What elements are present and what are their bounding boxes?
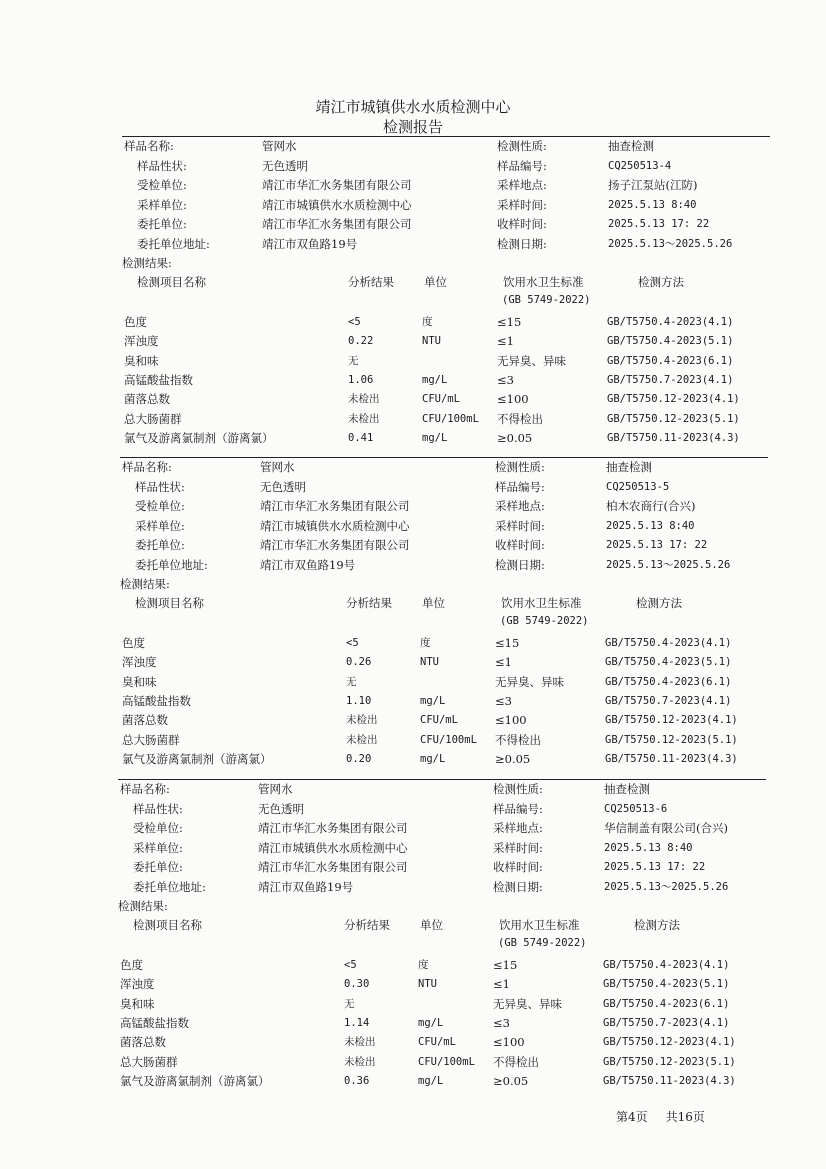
field-value-client-address: 靖江市双鱼路19号 [262,236,358,251]
field-value-sampling-site: 扬子江泵站(江防) [608,178,698,192]
field-label-receive-time: 收样时间: [497,217,547,231]
field-label-test-nature: 检测性质: [495,460,545,474]
field-value-inspected-unit: 靖江市华汇水务集团有限公司 [258,821,408,835]
field-value-sampling-time: 2025.5.13 8:40 [604,841,693,854]
field-value-sample-no: CQ250513-6 [604,802,668,815]
cell-standard: ≥0.05 [493,1073,529,1088]
field-label-receive-time: 收样时间: [493,860,543,874]
cell-standard: 不得检出 [497,411,543,426]
field-label-sampling-site: 采样地点: [495,499,545,513]
cell-result: 未检出 [348,393,380,406]
field-label-sample-property: 样品性状: [133,801,183,816]
field-label-client-address: 委托单位地址: [137,236,210,251]
cell-method: GB/T5750.12-2023(5.1) [605,733,738,746]
col-header-standard: 饮用水卫生标准 [503,275,584,289]
cell-unit: CFU/100mL [418,1055,475,1068]
cell-item: 高锰酸盐指数 [124,372,193,387]
field-value-sample-property: 无色透明 [258,801,304,816]
cell-unit: NTU [420,656,439,669]
cell-method: GB/T5750.4-2023(6.1) [603,997,730,1010]
cell-result: 1.10 [346,694,372,707]
cell-standard: ≥0.05 [497,430,533,445]
section-divider [122,136,770,137]
cell-method: GB/T5750.4-2023(5.1) [603,978,730,991]
cell-method: GB/T5750.11-2023(4.3) [607,431,740,444]
col-header-result: 分析结果 [348,275,394,289]
cell-method: GB/T5750.4-2023(4.1) [603,959,730,971]
cell-method: GB/T5750.12-2023(4.1) [607,393,740,406]
field-label-sample-name: 样品名称: [122,460,172,474]
cell-standard: ≤15 [493,958,518,972]
results-heading: 检测结果: [122,256,172,270]
cell-method: GB/T5750.4-2023(5.1) [607,335,734,348]
col-header-result: 分析结果 [344,918,390,932]
org-title: 靖江市城镇供水水质检测中心 [315,98,511,116]
field-label-sampling-time: 采样时间: [493,840,543,855]
field-value-sample-no: CQ250513-4 [608,159,672,172]
cell-result: 未检出 [344,1055,376,1068]
field-value-sampling-time: 2025.5.13 8:40 [606,519,695,532]
cell-method: GB/T5750.7-2023(4.1) [603,1016,730,1029]
cell-standard: ≤100 [495,713,527,728]
field-label-test-nature: 检测性质: [493,782,543,796]
field-value-receive-time: 2025.5.13 17: 22 [606,539,708,551]
field-label-sample-name: 样品名称: [124,139,174,153]
cell-standard: ≤15 [497,315,522,329]
field-label-receive-time: 收样时间: [495,538,545,552]
col-header-standard: 饮用水卫生标准 [501,596,582,610]
field-label-sampling-time: 采样时间: [495,518,545,533]
cell-item: 臭和味 [120,996,155,1011]
field-value-test-date: 2025.5.13～2025.5.26 [604,880,729,893]
field-value-test-nature: 抽查检测 [606,460,652,474]
cell-item: 氯气及游离氯制剂（游离氯） [124,430,274,445]
field-label-client: 委托单位: [137,217,187,231]
field-value-client: 靖江市华汇水务集团有限公司 [260,538,410,552]
col-header-result: 分析结果 [346,596,392,610]
cell-method: GB/T5750.4-2023(5.1) [605,656,732,669]
cell-method: GB/T5750.12-2023(5.1) [603,1055,736,1068]
cell-method: GB/T5750.11-2023(4.3) [603,1074,736,1087]
field-label-sample-no: 样品编号: [497,158,547,173]
results-heading: 检测结果: [118,899,168,913]
field-value-client-address: 靖江市双鱼路19号 [258,879,354,894]
field-label-test-date: 检测日期: [495,557,545,572]
cell-standard: 不得检出 [493,1054,539,1069]
cell-unit: mg/L [418,1016,444,1029]
col-header-standard-code: (GB 5749-2022) [502,294,591,306]
cell-item: 总大肠菌群 [124,411,182,426]
cell-item: 色度 [120,958,143,972]
cell-method: GB/T5750.12-2023(4.1) [605,714,738,727]
field-value-test-nature: 抽查检测 [608,139,654,153]
field-value-test-date: 2025.5.13～2025.5.26 [608,237,733,250]
cell-item: 菌落总数 [124,392,170,407]
col-header-standard-code: (GB 5749-2022) [498,937,587,949]
col-header-unit: 单位 [420,918,443,932]
cell-item: 氯气及游离氯制剂（游离氯） [120,1073,270,1088]
results-heading: 检测结果: [120,577,170,591]
field-label-sample-no: 样品编号: [493,801,543,816]
cell-result: 0.41 [348,431,374,444]
field-value-sample-name: 管网水 [262,139,297,153]
field-value-sampling-site: 华信制盖有限公司(合兴) [604,821,728,835]
col-header-item: 检测项目名称 [133,918,202,932]
cell-result: 1.06 [348,373,374,386]
col-header-item: 检测项目名称 [137,275,206,289]
cell-unit: mg/L [422,431,448,444]
field-label-test-date: 检测日期: [493,879,543,894]
cell-result: 无 [346,675,357,688]
cell-result: 未检出 [348,412,380,425]
cell-item: 浑浊度 [124,334,159,349]
field-value-inspected-unit: 靖江市华汇水务集团有限公司 [262,178,412,192]
cell-result: <5 [348,316,361,328]
col-header-unit: 单位 [422,596,445,610]
cell-standard: 无异臭、异味 [497,353,566,368]
cell-method: GB/T5750.7-2023(4.1) [607,373,734,386]
field-label-test-date: 检测日期: [497,236,547,251]
cell-method: GB/T5750.4-2023(6.1) [607,354,734,367]
page-number: 第4页 [616,1110,648,1124]
cell-result: 0.36 [344,1074,370,1087]
cell-result: 1.14 [344,1016,370,1029]
cell-method: GB/T5750.4-2023(4.1) [607,316,734,328]
cell-item: 总大肠菌群 [120,1054,178,1069]
field-value-sampling-time: 2025.5.13 8:40 [608,198,697,211]
cell-result: 0.22 [348,335,374,348]
cell-standard: ≤1 [495,655,512,670]
field-value-sampling-unit: 靖江市城镇供水水质检测中心 [258,840,408,855]
cell-standard: ≤3 [495,693,512,708]
cell-item: 高锰酸盐指数 [122,693,191,708]
cell-method: GB/T5750.4-2023(4.1) [605,637,732,649]
cell-unit: mg/L [420,752,446,765]
cell-unit: CFU/100mL [420,733,477,746]
field-value-test-date: 2025.5.13～2025.5.26 [606,558,731,571]
cell-method: GB/T5750.11-2023(4.3) [605,752,738,765]
cell-standard: ≤3 [493,1015,510,1030]
field-label-client-address: 委托单位地址: [135,557,208,572]
cell-unit: NTU [418,978,437,991]
cell-item: 总大肠菌群 [122,732,180,747]
cell-item: 高锰酸盐指数 [120,1015,189,1030]
cell-standard: 无异臭、异味 [495,674,564,689]
cell-unit: CFU/mL [422,393,460,406]
cell-unit: NTU [422,335,441,348]
field-label-client: 委托单位: [133,860,183,874]
col-header-standard: 饮用水卫生标准 [499,918,580,932]
field-value-receive-time: 2025.5.13 17: 22 [608,218,710,230]
field-value-inspected-unit: 靖江市华汇水务集团有限公司 [260,499,410,513]
page-footer [616,1108,723,1125]
field-value-sampling-unit: 靖江市城镇供水水质检测中心 [260,518,410,533]
cell-standard: ≤1 [493,977,510,992]
field-label-client-address: 委托单位地址: [133,879,206,894]
field-label-inspected-unit: 受检单位: [137,178,187,192]
field-value-client: 靖江市华汇水务集团有限公司 [262,217,412,231]
field-label-inspected-unit: 受检单位: [133,821,183,835]
field-value-sampling-site: 柏木农商行(合兴) [606,499,696,513]
cell-result: 0.26 [346,656,372,669]
cell-result: 未检出 [346,714,378,727]
cell-method: GB/T5750.12-2023(4.1) [603,1036,736,1049]
col-header-standard-code: (GB 5749-2022) [500,615,589,627]
field-label-sampling-time: 采样时间: [497,197,547,212]
cell-result: <5 [344,959,357,971]
field-value-sample-name: 管网水 [260,460,295,474]
field-value-sample-property: 无色透明 [260,479,306,494]
field-label-sample-property: 样品性状: [135,479,185,494]
cell-unit: mg/L [422,373,448,386]
col-header-item: 检测项目名称 [135,596,204,610]
field-value-client: 靖江市华汇水务集团有限公司 [258,860,408,874]
field-label-sampling-site: 采样地点: [497,178,547,192]
cell-unit: 度 [422,316,433,328]
section-divider [118,779,766,780]
cell-unit: CFU/100mL [422,412,479,425]
cell-item: 臭和味 [122,674,157,689]
cell-standard: ≤1 [497,334,514,349]
cell-unit: CFU/mL [418,1036,456,1049]
cell-unit: CFU/mL [420,714,458,727]
cell-result: 无 [344,997,355,1010]
col-header-method: 检测方法 [636,596,682,610]
field-label-sampling-unit: 采样单位: [133,840,183,855]
field-label-sampling-unit: 采样单位: [135,518,185,533]
col-header-method: 检测方法 [634,918,680,932]
field-value-sampling-unit: 靖江市城镇供水水质检测中心 [262,197,412,212]
cell-item: 浑浊度 [120,977,155,992]
cell-result: 0.20 [346,752,372,765]
cell-standard: ≤100 [493,1035,525,1050]
cell-method: GB/T5750.12-2023(5.1) [607,412,740,425]
field-label-client: 委托单位: [135,538,185,552]
field-label-sampling-unit: 采样单位: [137,197,187,212]
field-value-receive-time: 2025.5.13 17: 22 [604,861,706,873]
cell-standard: ≥0.05 [495,751,531,766]
cell-standard: 不得检出 [495,732,541,747]
cell-result: 未检出 [346,733,378,746]
cell-standard: ≤3 [497,372,514,387]
cell-item: 臭和味 [124,353,159,368]
field-value-sample-property: 无色透明 [262,158,308,173]
cell-method: GB/T5750.7-2023(4.1) [605,694,732,707]
cell-standard: ≤100 [497,392,529,407]
field-label-sample-property: 样品性状: [137,158,187,173]
field-label-sample-name: 样品名称: [120,782,170,796]
page-total: 共16页 [665,1110,705,1124]
col-header-method: 检测方法 [638,275,684,289]
cell-item: 菌落总数 [120,1035,166,1050]
cell-item: 氯气及游离氯制剂（游离氯） [122,751,272,766]
cell-unit: 度 [420,637,431,649]
cell-standard: ≤15 [495,636,520,650]
cell-item: 色度 [124,315,147,329]
cell-unit: mg/L [418,1074,444,1087]
cell-result: 无 [348,354,359,367]
cell-result: 0.30 [344,978,370,991]
field-value-test-nature: 抽查检测 [604,782,650,796]
report-title: 检测报告 [382,118,443,136]
field-label-sample-no: 样品编号: [495,479,545,494]
cell-unit: 度 [418,959,429,971]
cell-unit: mg/L [420,694,446,707]
field-value-client-address: 靖江市双鱼路19号 [260,557,356,572]
cell-result: 未检出 [344,1036,376,1049]
field-label-sampling-site: 采样地点: [493,821,543,835]
col-header-unit: 单位 [424,275,447,289]
cell-item: 浑浊度 [122,655,157,670]
field-value-sample-no: CQ250513-5 [606,480,670,493]
cell-item: 色度 [122,636,145,650]
field-label-test-nature: 检测性质: [497,139,547,153]
cell-result: <5 [346,637,359,649]
cell-item: 菌落总数 [122,713,168,728]
section-divider [120,457,768,458]
cell-standard: 无异臭、异味 [493,996,562,1011]
field-label-inspected-unit: 受检单位: [135,499,185,513]
field-value-sample-name: 管网水 [258,782,293,796]
cell-method: GB/T5750.4-2023(6.1) [605,675,732,688]
